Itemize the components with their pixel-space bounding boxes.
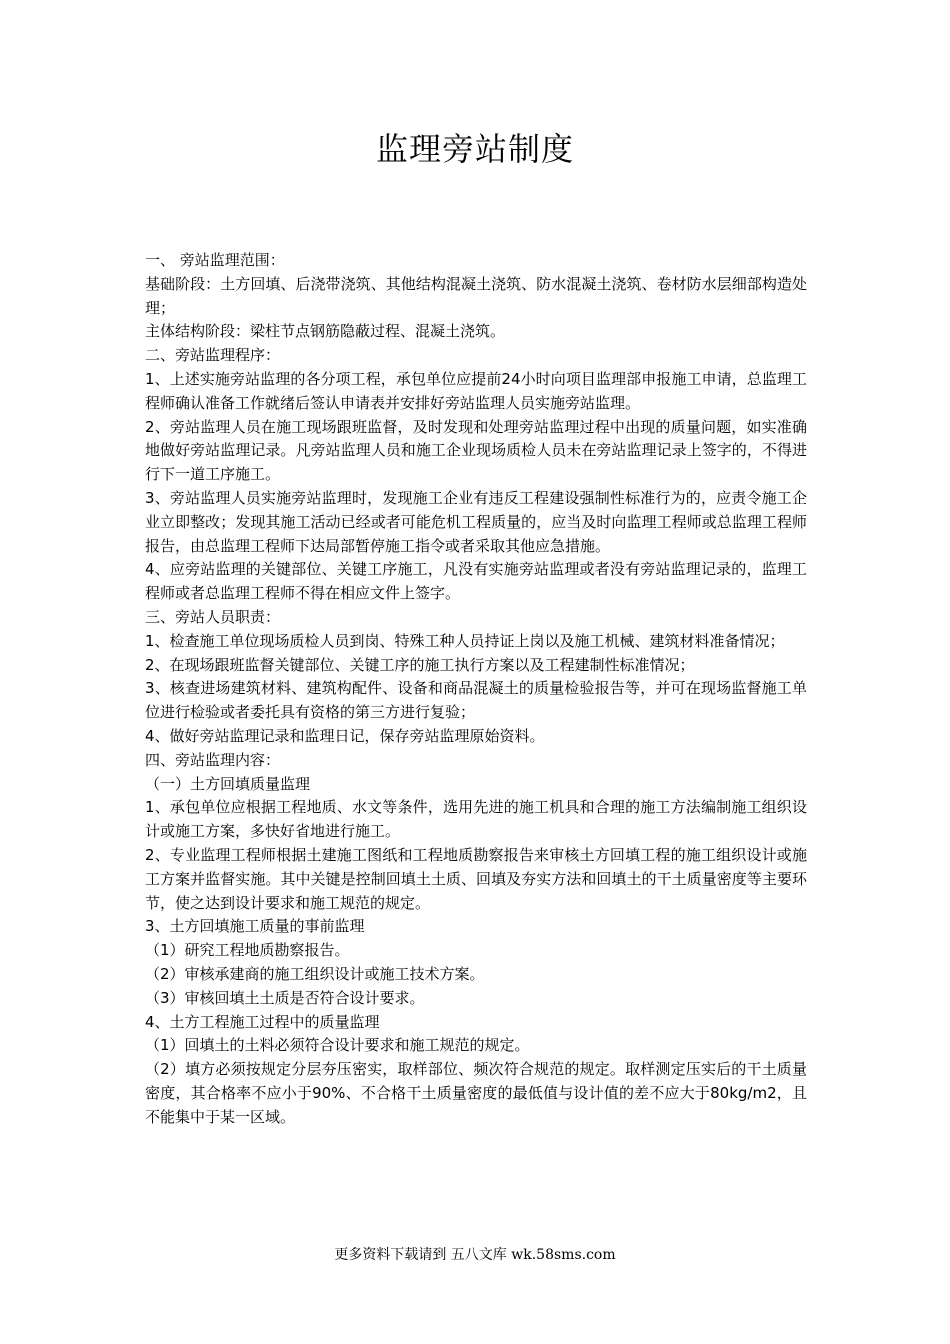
content-item-2: 2、专业监理工程师根据土建施工图纸和工程地质勘察报告来审核土方回填工程的施工组织设计或施工方案并监督实施。其中关键是控制回填土土质、回填及夯实方法和回填土的干土质量密度等主要环节，使之达到设计要求和施工规范的规定。 <box>145 845 807 912</box>
content-subitem-4-2: （2）填方必须按规定分层夯压密实，取样部位、频次符合规范的规定。取样测定压实后的干土质量密度，其合格率不应小于90%、不合格干土质量密度的最低值与设计值的差不应大于80kg/m2，且不能集中于某一区域。 <box>145 1060 807 1126</box>
procedure-item-4: 4、应旁站监理的关键部位、关键工序施工，凡没有实施旁站监理或者没有旁站监理记录的，监理工程师或者总监理工程师不得在相应文件上签字。 <box>145 560 807 603</box>
content-subitem-3-1: （1）研究工程地质勘察报告。 <box>145 941 350 960</box>
download-footer: 更多资料下载请到 五八文库 wk.58sms.com <box>334 1247 616 1263</box>
content-item-1: 1、承包单位应根据工程地质、水文等条件，选用先进的施工机具和合理的施工方法编制施工组织设计或施工方案，多快好省地进行施工。 <box>145 798 807 841</box>
content-subitem-3-2: （2）审核承建商的施工组织设计或施工技术方案。 <box>145 964 485 983</box>
procedure-item-1: 1、上述实施旁站监理的各分项工程，承包单位应提前24小时向项目监理部申报施工申请，总监理工程师确认准备工作就绪后签认申请表并安排好旁站监理人员实施旁站监理。 <box>145 369 807 412</box>
section-heading-duties: 三、旁站人员职责： <box>145 607 281 626</box>
subsection-heading-earthwork: （一）土方回填质量监理 <box>145 774 311 793</box>
paragraph-main-structure-stage: 主体结构阶段：梁柱节点钢筋隐蔽过程、混凝土浇筑。 <box>145 322 506 341</box>
section-heading-content: 四、旁站监理内容： <box>145 750 281 769</box>
procedure-item-2: 2、旁站监理人员在施工现场跟班监督，及时发现和处理旁站监理过程中出现的质量问题，如实准确地做好旁站监理记录。凡旁站监理人员和施工企业现场质检人员未在旁站监理记录上签字的，不得进行下一道工序施工。 <box>145 417 807 484</box>
section-heading-scope: 一、 旁站监理范围： <box>145 251 285 269</box>
duty-item-4: 4、做好旁站监理记录和监理日记，保存旁站监理原始资料。 <box>145 726 545 745</box>
content-item-4-heading: 4、土方工程施工过程中的质量监理 <box>145 1012 380 1031</box>
document-title: 监理旁站制度 <box>375 130 574 168</box>
duty-item-3: 3、核查进场建筑材料、建筑构配件、设备和商品混凝土的质量检验报告等，并可在现场监督施工单位进行检验或者委托具有资格的第三方进行复验； <box>145 679 807 722</box>
paragraph-foundation-stage: 基础阶段：土方回填、后浇带浇筑、其他结构混凝土浇筑、防水混凝土浇筑、卷材防水层细部构造处理； <box>145 274 807 317</box>
duty-item-1: 1、检查施工单位现场质检人员到岗、特殊工种人员持证上岗以及施工机械、建筑材料准备情况； <box>145 631 785 650</box>
content-subitem-3-3: （3）审核回填土土质是否符合设计要求。 <box>145 988 425 1007</box>
section-heading-procedure: 二、旁站监理程序： <box>145 346 281 365</box>
content-subitem-4-1: （1）回填土的土料必须符合设计要求和施工规范的规定。 <box>145 1036 530 1055</box>
duty-item-2: 2、在现场跟班监督关键部位、关键工序的施工执行方案以及工程建制性标准情况； <box>145 655 695 674</box>
content-item-3-heading: 3、土方回填施工质量的事前监理 <box>145 917 365 936</box>
document-body <box>145 249 807 1129</box>
procedure-item-3: 3、旁站监理人员实施旁站监理时，发现施工企业有违反工程建设强制性标准行为的，应责令施工企业立即整改；发现其施工活动已经或者可能危机工程质量的，应当及时向监理工程师或总监理工程师报告，由总监理工程师下达局部暂停施工指令或者采取其他应急措施。 <box>145 488 807 555</box>
